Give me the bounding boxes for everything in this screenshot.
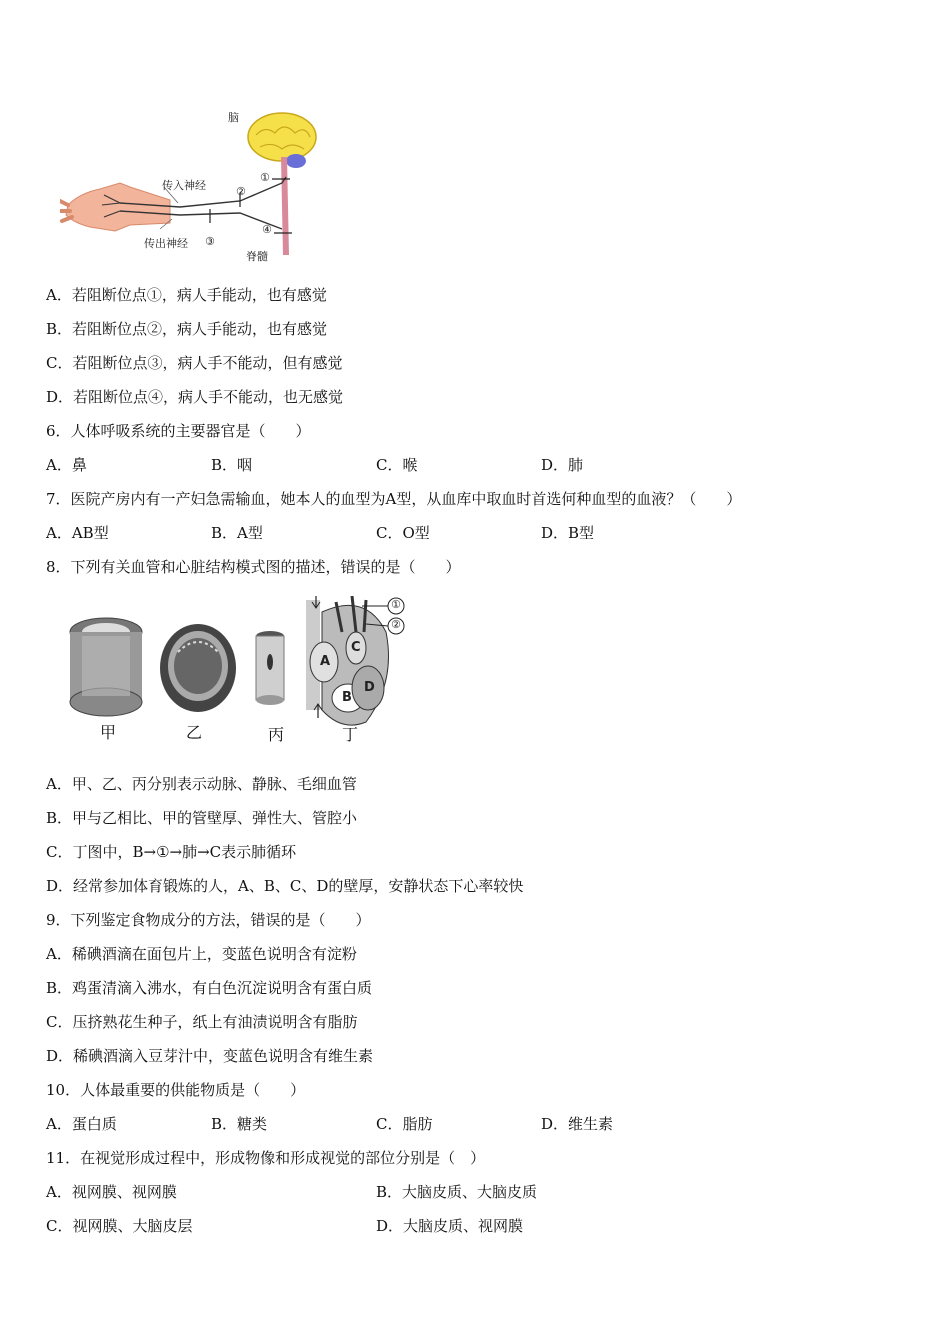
q9-option-a: A．稀碘酒滴在面包片上，变蓝色说明含有淀粉	[46, 945, 357, 963]
cerebellum-shape	[286, 154, 306, 168]
q9-option-c: C．压挤熟花生种子，纸上有油渍说明含有脂肪	[46, 1013, 358, 1031]
caption-jia: 甲	[100, 723, 117, 742]
point-4-label: ④	[262, 223, 272, 236]
efferent-nerve-label: 传出神经	[144, 237, 188, 250]
q5-option-c: C．若阻断位点③，病人手不能动，但有感觉	[46, 354, 343, 372]
q9-option-b: B．鸡蛋清滴入沸水，有白色沉淀说明含有蛋白质	[46, 979, 373, 997]
heart-label-1: ①	[391, 598, 401, 611]
q7-option-b: B．A型	[211, 524, 263, 542]
q5-option-d: D．若阻断位点④，病人手不能动，也无感觉	[46, 388, 344, 406]
q10-stem: 10．人体最重要的供能物质是（ ）	[46, 1081, 306, 1099]
q6-option-a: A．鼻	[46, 456, 87, 474]
q6-option-c: C．喉	[376, 456, 418, 474]
q5-option-b: B．若阻断位点②，病人手能动，也有感觉	[46, 320, 328, 338]
q8-option-c: C．丁图中，B→①→肺→C表示肺循环	[46, 843, 297, 861]
q10-option-c: C．脂肪	[376, 1115, 433, 1133]
heart-label-c: C	[351, 640, 361, 655]
q11-option-a: A．视网膜、视网膜	[46, 1183, 177, 1201]
heart-label-d: D	[364, 680, 375, 695]
q5-option-a: A．若阻断位点①，病人手能动，也有感觉	[46, 286, 327, 304]
q8-option-a: A．甲、乙、丙分别表示动脉、静脉、毛细血管	[46, 775, 357, 793]
q11-stem: 11．在视觉形成过程中，形成物像和形成视觉的部位分别是（ ）	[46, 1149, 486, 1167]
point-2-label: ②	[236, 185, 246, 198]
vessel-heart-drawing	[66, 592, 416, 744]
q7-option-c: C．O型	[376, 524, 430, 542]
q10-option-b: B．糖类	[211, 1115, 268, 1133]
q8-stem: 8．下列有关血管和心脏结构模式图的描述，错误的是（ ）	[46, 558, 461, 576]
q10-option-a: A．蛋白质	[46, 1115, 117, 1133]
nerve-reflex-figure	[60, 105, 340, 265]
q7-stem: 7．医院产房内有一产妇急需输血，她本人的血型为A型，从血库中取血时首选何种血型的血液？（ ）	[46, 490, 742, 508]
heart-label-b: B	[342, 690, 352, 705]
q6-option-d: D．肺	[541, 456, 584, 474]
q9-option-d: D．稀碘酒滴入豆芽汁中，变蓝色说明含有维生素	[46, 1047, 374, 1065]
spinal-cord-label: 脊髓	[246, 250, 268, 263]
q8-option-d: D．经常参加体育锻炼的人，A、B、C、D的壁厚，安静状态下心率较快	[46, 877, 524, 895]
q11-option-b: B．大脑皮质、大脑皮质	[376, 1183, 538, 1201]
hand-shape	[66, 183, 170, 231]
q6-option-b: B．咽	[211, 456, 253, 474]
spinal-cord-shape	[284, 157, 286, 255]
afferent-nerve-label: 传入神经	[162, 179, 206, 192]
q9-stem: 9．下列鉴定食物成分的方法，错误的是（ ）	[46, 911, 371, 929]
point-3-label: ③	[205, 235, 215, 248]
q7-option-d: D．B型	[541, 524, 595, 542]
caption-yi: 乙	[186, 723, 203, 742]
q7-option-a: A．AB型	[46, 524, 109, 542]
q11-option-d: D．大脑皮质、视网膜	[376, 1217, 524, 1235]
brain-shape	[248, 113, 316, 161]
caption-bing: 丙	[268, 725, 285, 744]
q11-option-c: C．视网膜、大脑皮层	[46, 1217, 193, 1235]
q6-stem: 6．人体呼吸系统的主要器官是（ ）	[46, 422, 311, 440]
brain-label: 脑	[228, 111, 239, 124]
heart-label-2: ②	[391, 618, 401, 631]
point-1-label: ①	[260, 171, 270, 184]
heart-label-a: A	[320, 654, 331, 669]
blood-vessel-heart-figure	[66, 592, 416, 744]
q10-option-d: D．维生素	[541, 1115, 614, 1133]
q8-option-b: B．甲与乙相比、甲的管壁厚、弹性大、管腔小	[46, 809, 358, 827]
caption-ding: 丁	[342, 725, 359, 744]
